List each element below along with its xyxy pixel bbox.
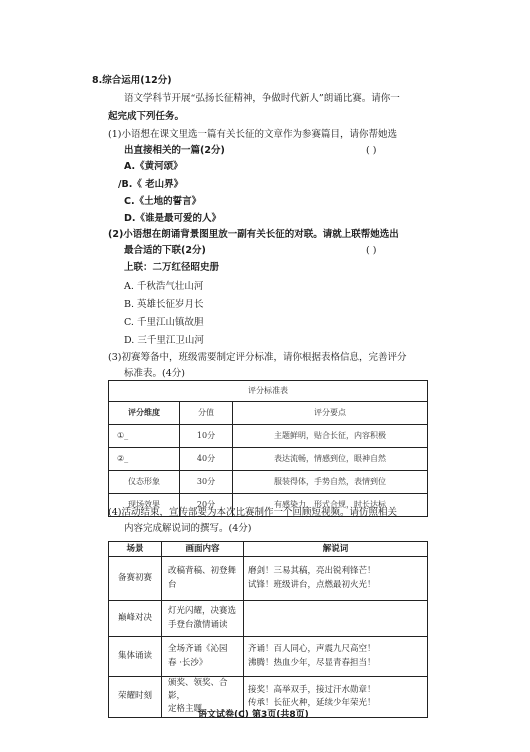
dimension-cell: 仪态形象	[109, 471, 180, 494]
table-header-dimension: 评分维度	[109, 402, 180, 425]
narration-line: 接奖！高举双手，接过汗水勋章！	[248, 684, 376, 695]
header-scene: 场景	[109, 542, 162, 557]
q1-option-a: A.《黄河颂》	[124, 161, 183, 172]
score-cell: 20分	[180, 494, 233, 517]
q2-option-c: C. 千里江山镇故胆	[124, 317, 204, 328]
q3-line2: 标准表。(4分)	[124, 368, 185, 379]
picture-line: 手登台激情诵读	[168, 619, 228, 630]
scene-cell: 荣耀时刻	[109, 677, 162, 718]
table-row	[109, 601, 428, 637]
narration-line: 传承！长征火种，延续少年荣光！	[248, 697, 376, 708]
intro-line2: 起完成下列任务。	[108, 111, 185, 122]
picture-line: 改稿背稿、初登舞台	[168, 566, 237, 590]
narration-table	[108, 541, 428, 718]
narration-line: 试锋！班级讲台，点燃最初火光！	[248, 579, 376, 590]
points-cell: 主题鲜明，贴合长征，内容积极	[233, 425, 428, 448]
q4-line2: 内容完成解说词的撰写。(4分)	[124, 523, 252, 534]
narration-line: 沸腾！热血少年，尽显青春担当！	[248, 657, 376, 668]
score-cell: 10分	[180, 425, 233, 448]
dimension-cell: 现场效果	[109, 494, 180, 517]
table-row	[109, 557, 428, 601]
narration-cell	[244, 557, 428, 601]
q1-option-b: /B.《 老山界》	[118, 179, 184, 190]
q1-answer-paren[interactable]: ( )	[366, 145, 377, 156]
narration-line: 磨剑！三易其稿，亮出锐利锋芒！	[248, 566, 376, 577]
scene-cell: 集体诵读	[109, 637, 162, 677]
picture-cell	[162, 601, 244, 637]
q1-line1: (1)小语想在课文里选一篇有关长征的文章作为参赛篇目，请你帮她选	[108, 129, 397, 140]
q2-line1: (2)小语想在朗诵背景图里放一副有关长征的对联。请就上联帮她选出	[108, 229, 399, 240]
scene-cell: 备赛初赛	[109, 557, 162, 601]
blank-1[interactable]: ①_	[109, 425, 180, 448]
picture-cell	[162, 557, 244, 601]
q2-option-b: B. 英雄长征岁月长	[124, 299, 204, 310]
table-row	[109, 425, 428, 448]
q1-line2: 出直接相关的一篇(2分)	[124, 145, 225, 156]
picture-line: 春 ·长沙》	[168, 657, 208, 668]
table-row	[109, 471, 428, 494]
narration-answer-blank[interactable]	[244, 601, 428, 637]
table-row	[109, 637, 428, 677]
q1-option-d: D.《谁是最可爱的人》	[124, 213, 221, 224]
picture-line: 全场齐诵《沁园	[168, 644, 228, 655]
narration-line: 齐诵！百人同心，声震九尺高空！	[248, 644, 376, 655]
q4-line1: (4)活动结束，宣传部要为本次比赛制作一个回顾短视频。请仿照相关	[108, 507, 397, 518]
table-header-points: 评分要点	[233, 402, 428, 425]
table-caption: 评分标准表	[109, 381, 428, 402]
q2-option-d: D. 三千里江卫山河	[124, 335, 204, 346]
intro-line1: 语文学科节开展“弘扬长征精神，争做时代新人”朗诵比赛。请你一	[124, 93, 400, 104]
q2-upper-couplet: 上联：二万红径昭史册	[124, 262, 220, 273]
score-cell: 40分	[180, 448, 233, 471]
q3-line1: (3)初赛筹备中，班级需要制定评分标准，请你根据表格信息，完善评分	[108, 352, 407, 363]
narration-cell	[244, 637, 428, 677]
header-narration: 解说词	[244, 542, 428, 557]
scene-cell: 巅峰对决	[109, 601, 162, 637]
page-footer: 语文试卷(C) 第3页(共8页)	[198, 710, 309, 720]
header-picture: 画面内容	[162, 542, 244, 557]
picture-cell	[162, 637, 244, 677]
scoring-standard-table	[108, 380, 428, 517]
points-cell: 服装得体，手势自然，表情到位	[233, 471, 428, 494]
score-cell: 30分	[180, 471, 233, 494]
picture-line: 颁奖、领奖、合影，	[168, 678, 228, 702]
question-title: 8.综合运用(12分)	[92, 75, 172, 86]
q1-option-c: C.《土地的誓言》	[124, 196, 202, 207]
picture-line: 定格主题	[168, 704, 203, 715]
table-header-score: 分值	[180, 402, 233, 425]
table-row	[109, 448, 428, 471]
blank-2[interactable]: ②_	[109, 448, 180, 471]
q2-answer-paren[interactable]: ( )	[366, 245, 377, 256]
points-cell: 表达流畅，情感到位，眼神自然	[233, 448, 428, 471]
points-cell: 有感染力，形式合规，时长达标	[233, 494, 428, 517]
q2-option-a: A. 千秋浩气壮山河	[124, 281, 204, 292]
q2-line2: 最合适的下联(2分)	[124, 245, 206, 256]
picture-line: 灯光闪耀，决赛选	[168, 606, 237, 617]
